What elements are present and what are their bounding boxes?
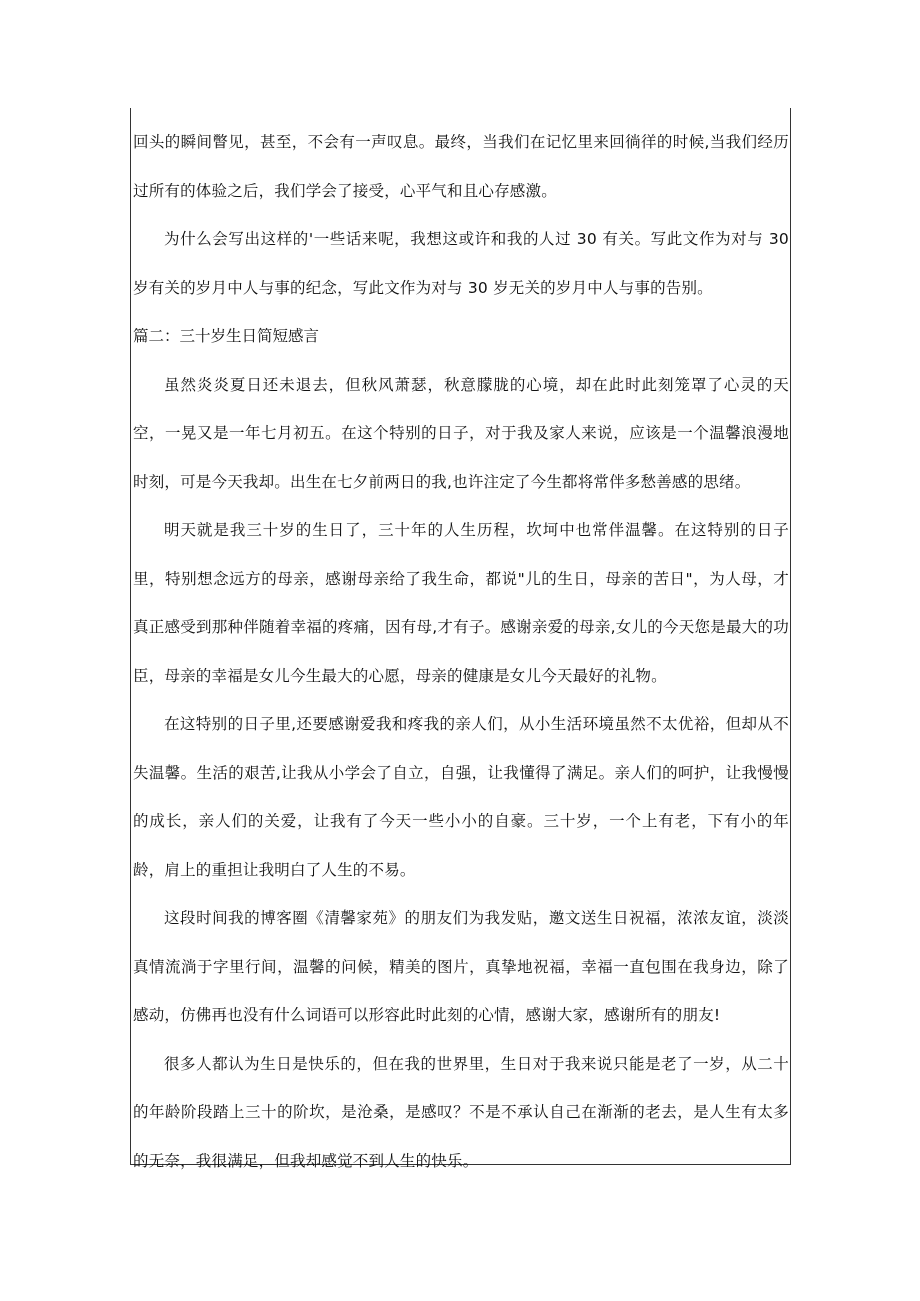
paragraph-2: 为什么会写出这样的'一些话来呢，我想这或许和我的人过 30 有关。写此文作为对与 30 岁有关的岁月中人与事的纪念，写此文作为对与 30 岁无关的岁月中人与事的告别。 [133, 230, 789, 297]
paragraph-7: 很多人都认为生日是快乐的，但在我的世界里，生日对于我来说只能是老了一岁，从二十的年龄阶段踏上三十的阶坎，是沧桑，是感叹？不是不承认自己在渐渐的老去，是人生有太多的无奈，我很满足，但我却感觉不到人生的快乐。 [133, 1054, 789, 1170]
document-body [133, 118, 789, 1185]
section-heading: 篇二：三十岁生日简短感言 [133, 327, 320, 345]
paragraph-4: 明天就是我三十岁的生日了，三十年的人生历程，坎坷中也常伴温馨。在这特别的日子里，特别想念远方的母亲，感谢母亲给了我生命，都说"儿的生日，母亲的苦日"，为人母，才真正感受到那种伴随着幸福的疼痛，因有母,才有子。感谢亲爱的母亲,女儿的今天您是最大的功臣，母亲的幸福是女儿今生最大的心愿，母亲的健康是女儿今天最好的礼物。 [133, 521, 789, 685]
paragraph-1: 回头的瞬间瞥见，甚至，不会有一声叹息。最终，当我们在记忆里来回徜徉的时候,当我们经历过所有的体验之后，我们学会了接受，心平气和且心存感激。 [133, 133, 789, 200]
paragraph-5: 在这特别的日子里,还要感谢爱我和疼我的亲人们，从小生活环境虽然不太优裕，但却从不失温馨。生活的艰苦,让我从小学会了自立，自强，让我懂得了满足。亲人们的呵护，让我慢慢的成长，亲人们的关爱，让我有了今天一些小小的自豪。三十岁，一个上有老，下有小的年龄，肩上的重担让我明白了人生的不易。 [133, 715, 789, 879]
paragraph-3: 虽然炎炎夏日还未退去，但秋风萧瑟，秋意朦胧的心境，却在此时此刻笼罩了心灵的天空，一晃又是一年七月初五。在这个特别的日子，对于我及家人来说，应该是一个温馨浪漫地时刻，可是今天我却。出生在七夕前两日的我,也许注定了今生都将常伴多愁善感的思绪。 [133, 375, 789, 491]
paragraph-6: 这段时间我的博客圈《清馨家苑》的朋友们为我发贴，邀文送生日祝福，浓浓友谊，淡淡真情流淌于字里行间，温馨的问候，精美的图片，真挚地祝福，幸福一直包围在我身边，除了感动，仿佛再也没有什么词语可以形容此时此刻的心情，感谢大家，感谢所有的朋友! [133, 909, 789, 1024]
